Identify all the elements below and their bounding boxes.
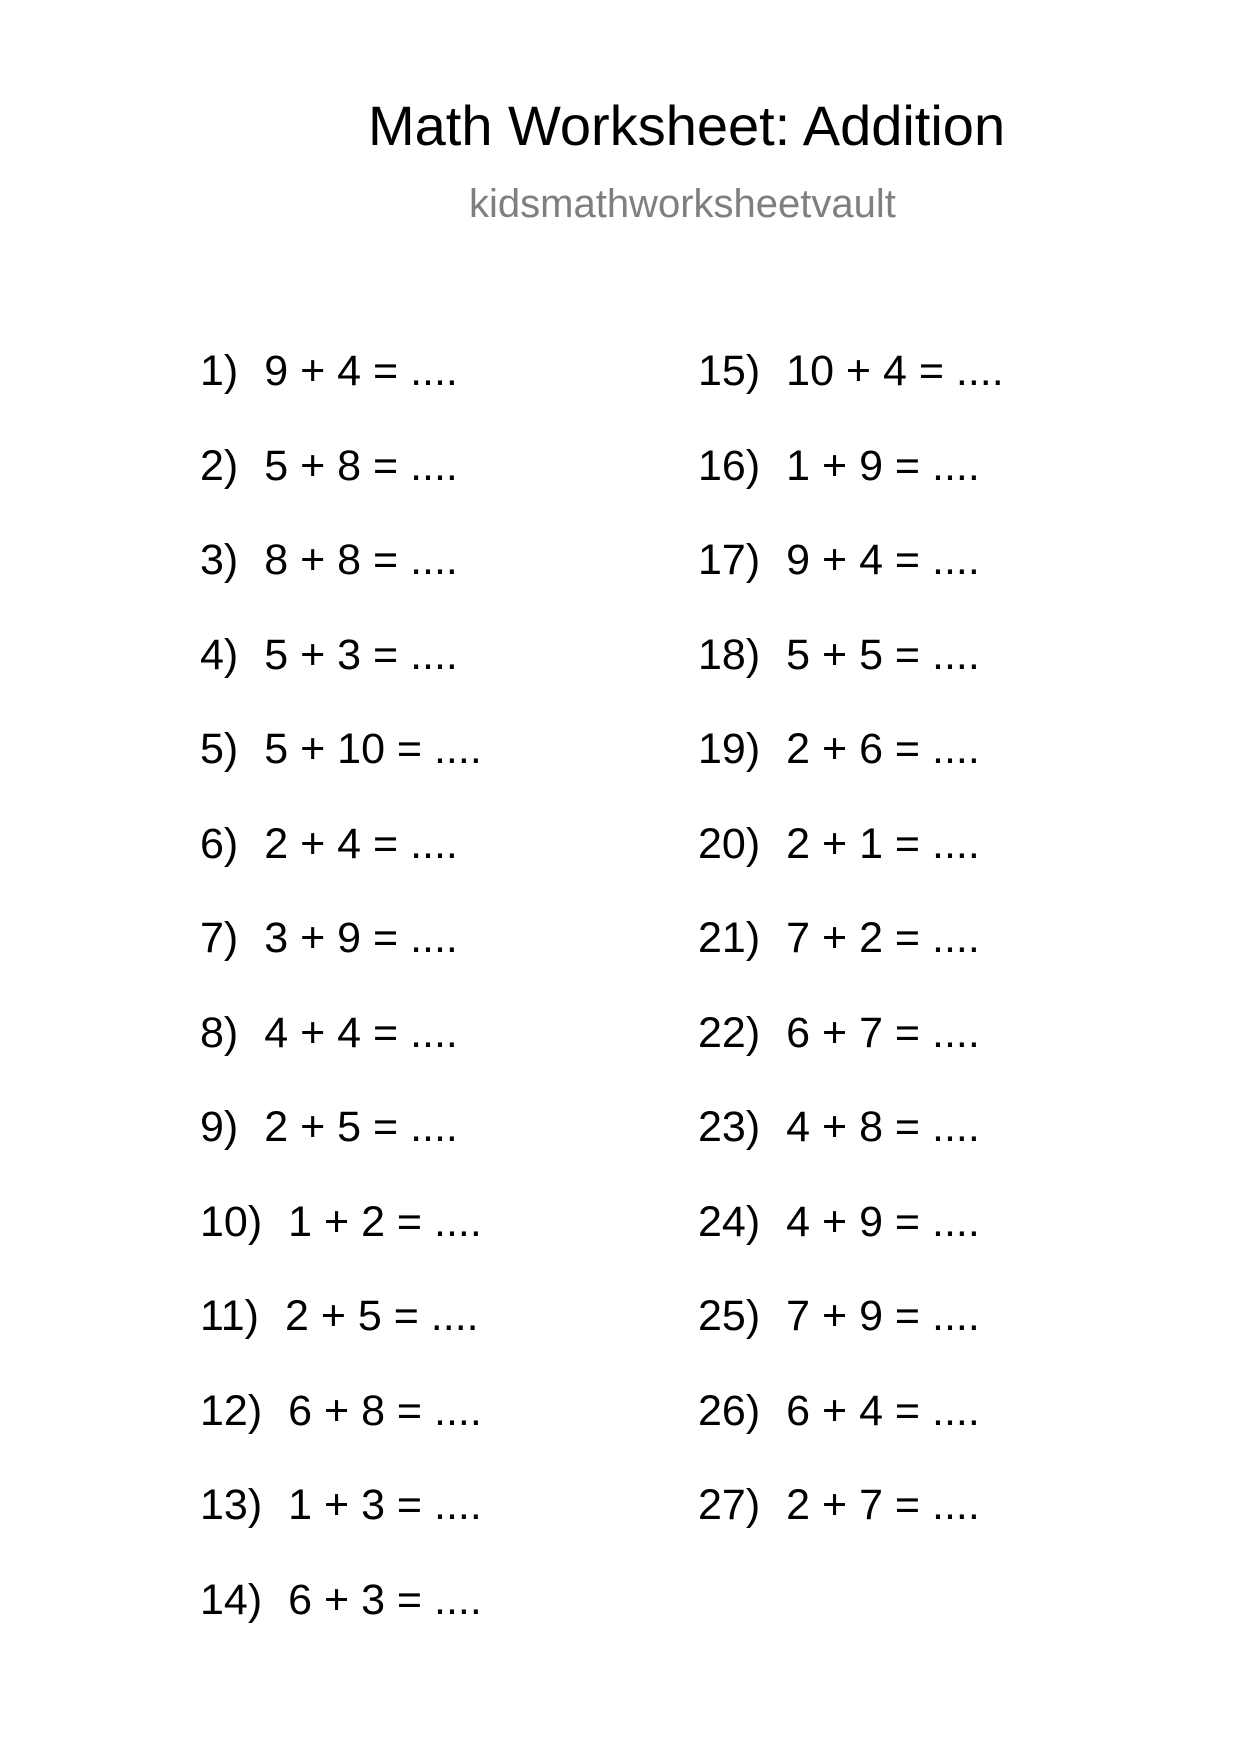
- problems-column-right: [698, 347, 1004, 1579]
- problem-number: 7): [200, 914, 239, 962]
- worksheet-subtitle: kidsmathworksheetvault: [469, 182, 896, 226]
- problem-expression: 4 + 4 = ....: [264, 1008, 458, 1057]
- problem-number: 16): [698, 441, 761, 490]
- problem-expression: 6 + 7 = ....: [786, 1008, 980, 1057]
- problem-1: [200, 347, 482, 445]
- problem-number: 1): [200, 347, 239, 395]
- problem-number: 12): [200, 1386, 263, 1435]
- problem-7: [200, 914, 482, 1012]
- problem-expression: 6 + 3 = ....: [288, 1575, 482, 1624]
- problem-15: [698, 347, 1004, 445]
- problem-number: 18): [698, 630, 761, 679]
- problem-number: 14): [200, 1575, 263, 1624]
- problem-13: [200, 1481, 482, 1579]
- problem-expression: 4 + 8 = ....: [786, 1103, 980, 1151]
- problem-27: [698, 1481, 1004, 1579]
- worksheet-title: Math Worksheet: Addition: [368, 94, 1006, 157]
- problem-number: 2): [200, 441, 239, 490]
- problem-expression: 5 + 5 = ....: [786, 630, 980, 679]
- problem-number: 24): [698, 1197, 761, 1246]
- problem-expression: 7 + 9 = ....: [786, 1292, 980, 1340]
- problem-24: [698, 1197, 1004, 1296]
- problem-number: 17): [698, 536, 761, 584]
- problem-expression: 5 + 10 = ....: [264, 725, 482, 773]
- problem-14: [200, 1575, 482, 1674]
- problem-number: 4): [200, 630, 239, 679]
- problem-expression: 4 + 9 = ....: [786, 1197, 980, 1246]
- problem-expression: 2 + 4 = ....: [264, 819, 458, 868]
- problem-18: [698, 630, 1004, 729]
- problem-number: 23): [698, 1103, 761, 1151]
- problem-26: [698, 1386, 1004, 1485]
- problem-expression: 2 + 6 = ....: [786, 725, 980, 773]
- problem-expression: 2 + 5 = ....: [284, 1292, 479, 1340]
- problem-23: [698, 1103, 1004, 1201]
- problem-expression: 7 + 2 = ....: [786, 914, 980, 962]
- problem-3: [200, 536, 482, 634]
- problem-expression: 6 + 4 = ....: [786, 1386, 980, 1435]
- problem-4: [200, 630, 482, 729]
- problem-number: 8): [200, 1008, 239, 1057]
- problem-number: 3): [200, 536, 239, 584]
- problem-number: 20): [698, 819, 761, 868]
- problem-expression: 2 + 1 = ....: [786, 819, 980, 868]
- problem-number: 19): [698, 725, 761, 773]
- problem-16: [698, 441, 1004, 540]
- problem-expression: 1 + 3 = ....: [288, 1481, 482, 1529]
- problem-number: 27): [698, 1481, 761, 1529]
- problem-expression: 6 + 8 = ....: [288, 1386, 482, 1435]
- problem-5: [200, 725, 482, 823]
- problem-10: [200, 1197, 482, 1296]
- problem-25: [698, 1292, 1004, 1390]
- problem-17: [698, 536, 1004, 634]
- problem-expression: 8 + 8 = ....: [264, 536, 458, 584]
- problem-number: 11): [200, 1292, 259, 1340]
- problem-expression: 1 + 9 = ....: [786, 441, 980, 490]
- problem-number: 25): [698, 1292, 761, 1340]
- problem-expression: 10 + 4 = ....: [786, 347, 1004, 395]
- problem-12: [200, 1386, 482, 1485]
- problem-number: 10): [200, 1197, 263, 1246]
- problem-20: [698, 819, 1004, 918]
- problem-number: 6): [200, 819, 239, 868]
- problem-9: [200, 1103, 482, 1201]
- problem-number: 22): [698, 1008, 761, 1057]
- problem-number: 5): [200, 725, 239, 773]
- problem-22: [698, 1008, 1004, 1107]
- problem-number: 21): [698, 914, 761, 962]
- problem-number: 13): [200, 1481, 263, 1529]
- problem-expression: 9 + 4 = ....: [786, 536, 980, 584]
- problem-8: [200, 1008, 482, 1107]
- problems-column-left: [200, 347, 482, 1673]
- problem-expression: 9 + 4 = ....: [264, 347, 458, 395]
- problem-expression: 5 + 8 = ....: [264, 441, 458, 490]
- problem-expression: 2 + 7 = ....: [786, 1481, 980, 1529]
- problem-19: [698, 725, 1004, 823]
- problem-expression: 2 + 5 = ....: [264, 1103, 458, 1151]
- problem-2: [200, 441, 482, 540]
- problem-11: [200, 1292, 482, 1390]
- problem-6: [200, 819, 482, 918]
- problem-expression: 5 + 3 = ....: [264, 630, 458, 679]
- problem-number: 26): [698, 1386, 761, 1435]
- problem-number: 9): [200, 1103, 239, 1151]
- problem-number: 15): [698, 347, 761, 395]
- problem-21: [698, 914, 1004, 1012]
- problem-expression: 3 + 9 = ....: [264, 914, 458, 962]
- problem-expression: 1 + 2 = ....: [288, 1197, 482, 1246]
